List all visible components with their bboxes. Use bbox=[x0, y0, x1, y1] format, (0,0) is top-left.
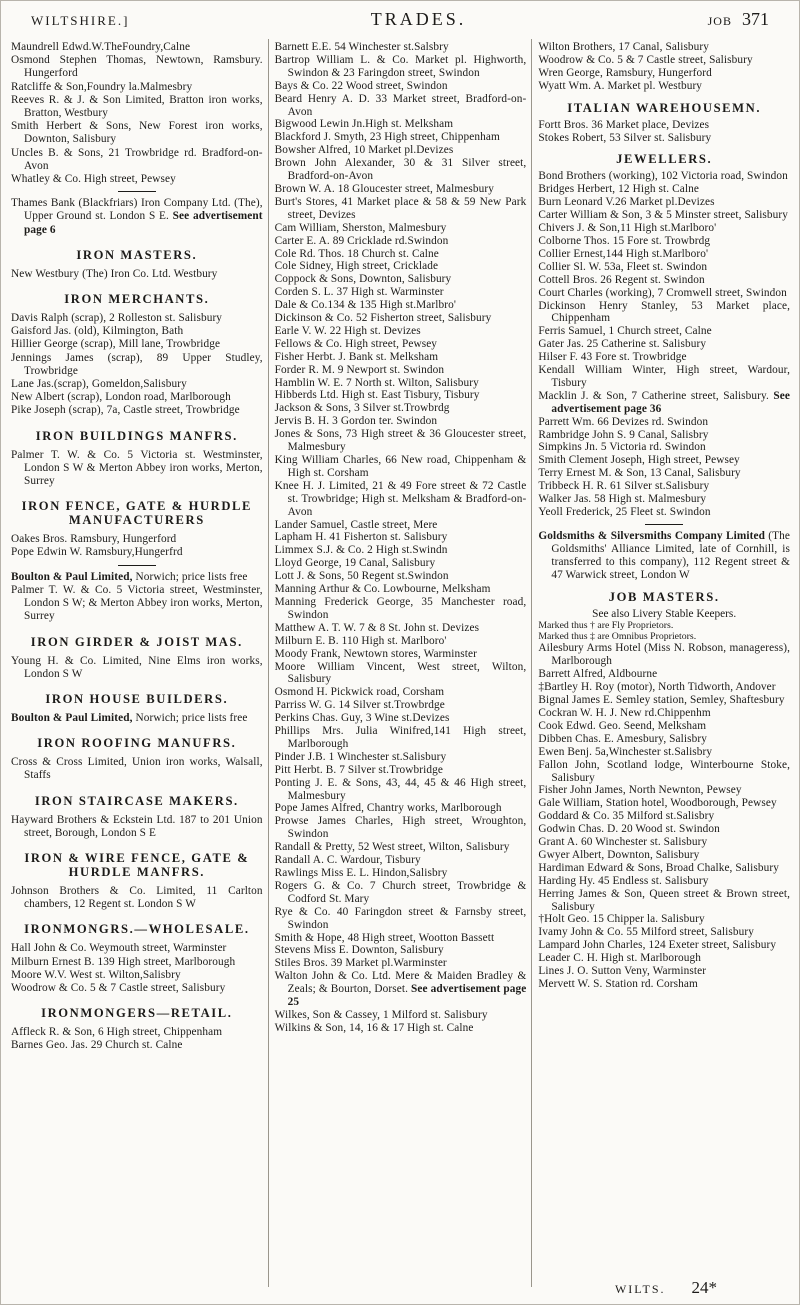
directory-entry: Goldsmiths & Silversmiths Company Limited (The Goldsmiths' Alliance Limited, late of Cornhill, is transferred to this company), 112 Regent street & 47 Warwick street, London W bbox=[538, 529, 791, 581]
column-container bbox=[5, 39, 795, 1287]
directory-entry: Oakes Bros. Ramsbury, Hungerford bbox=[11, 533, 177, 546]
directory-entry: Perkins Chas. Guy, 3 Wine st.Devizes bbox=[274, 712, 450, 725]
directory-entry: Manning Frederick George, 35 Manchester road, Swindon bbox=[274, 595, 527, 621]
directory-entry: Randall & Pretty, 52 West street, Wilton, Salisbury bbox=[274, 841, 510, 854]
directory-entry: Lapham H. 41 Fisherton st. Salisbury bbox=[274, 531, 448, 544]
section-heading: IRONMONGRS.—WHOLESALE. bbox=[24, 922, 250, 937]
directory-entry: Woodrow & Co. 5 & 7 Castle street, Salisbury bbox=[11, 981, 226, 994]
section-heading: IRON BUILDINGS MANFRS. bbox=[35, 428, 238, 443]
directory-entry: Uncles B. & Sons, 21 Trowbridge rd. Bradford-on-Avon bbox=[11, 146, 263, 172]
directory-entry: Stiles Bros. 39 Market pl.Warminster bbox=[274, 957, 447, 970]
directory-entry: Gater Jas. 25 Catherine st. Salisbury bbox=[538, 338, 707, 351]
directory-entry: Cottell Bros. 26 Regent st. Swindon bbox=[538, 273, 705, 286]
directory-entry: Burt's Stores, 41 Market place & 58 & 59 New Park street, Devizes bbox=[274, 195, 527, 221]
directory-entry: Bays & Co. 22 Wood street, Swindon bbox=[274, 79, 448, 92]
directory-entry: Coppock & Sons, Downton, Salisbury bbox=[274, 273, 452, 286]
directory-entry: Smith & Hope, 48 High street, Wootton Bassett bbox=[274, 931, 495, 944]
directory-entry: Bowsher Alfred, 10 Market pl.Devizes bbox=[274, 144, 454, 157]
directory-entry: Gale William, Station hotel, Woodborough, Pewsey bbox=[538, 797, 777, 810]
directory-entry: Rambridge John S. 9 Canal, Salisbry bbox=[538, 428, 709, 441]
directory-entry: Carter William & Son, 3 & 5 Minster street, Salisbury bbox=[538, 209, 789, 222]
directory-entry: Wyatt Wm. A. Market pl. Westbury bbox=[538, 79, 703, 92]
section-heading: JOB MASTERS. bbox=[608, 589, 720, 604]
directory-entry: Milburn E. B. 110 High st. Marlboro' bbox=[274, 634, 447, 647]
directory-entry: Pike Joseph (scrap), 7a, Castle street, Trowbridge bbox=[11, 404, 240, 417]
directory-entry: Manning Arthur & Co. Lowbourne, Melksham bbox=[274, 583, 491, 596]
directory-entry: Bridges Herbert, 12 High st. Calne bbox=[538, 183, 699, 196]
directory-entry: Cross & Cross Limited, Union iron works, Walsall, Staffs bbox=[11, 756, 263, 782]
column-1 bbox=[5, 39, 268, 1287]
footnote: Marked thus ‡ are Omnibus Proprietors. bbox=[538, 631, 697, 643]
directory-entry: Earle V. W. 22 High st. Devizes bbox=[274, 324, 421, 337]
directory-entry: Hibberds Ltd. High st. East Tisbury, Tisbury bbox=[274, 389, 480, 402]
directory-entry: Prowse James Charles, High street, Wroughton, Swindon bbox=[274, 815, 527, 841]
directory-entry: Boulton & Paul Limited, Norwich; price lists free bbox=[11, 711, 248, 724]
directory-entry: Herring James & Son, Queen street & Brown street, Salisbury bbox=[538, 887, 791, 913]
directory-entry: Walton John & Co. Ltd. Mere & Maiden Bradley & Zeals; & Bourton, Dorset. See advertisement page 25 bbox=[274, 970, 527, 1009]
directory-entry: Rawlings Miss E. L. Hindon,Salisbry bbox=[274, 867, 448, 879]
directory-entry: Corden S. L. 37 High st. Warminster bbox=[274, 286, 444, 299]
directory-entry: Chivers J. & Son,11 High st.Marlboro' bbox=[538, 222, 717, 235]
directory-entry: Jones & Sons, 73 High street & 36 Gloucester street, Malmesbury bbox=[274, 428, 527, 454]
catchword: JOB bbox=[707, 14, 732, 28]
directory-entry: Smith Herbert & Sons, New Forest iron works, Downton, Salisbury bbox=[11, 120, 263, 146]
directory-entry: Hardiman Edward & Sons, Broad Chalke, Salisbury bbox=[538, 861, 779, 874]
directory-entry: Knee H. J. Limited, 21 & 49 Fore street & 72 Castle st. Trowbridge; High st. Melksham & Bradford-on-Avon bbox=[274, 479, 527, 518]
directory-entry: King William Charles, 66 New road, Chippenham & High st. Corsham bbox=[274, 454, 527, 479]
directory-entry: Palmer T. W. & Co. 5 Victoria st. Westminster, London S W & Merton Abbey iron works, Merton, Surrey bbox=[11, 448, 263, 488]
directory-entry: Wilton Brothers, 17 Canal, Salisbury bbox=[538, 41, 710, 53]
directory-entry: Johnson Brothers & Co. Limited, 11 Carlton chambers, 12 Regent st. London S W bbox=[11, 884, 263, 911]
directory-entry: Macklin J. & Son, 7 Catherine street, Salisbury. See advertisement page 36 bbox=[538, 389, 791, 415]
directory-entry: Ailesbury Arms Hotel (Miss N. Robson, manageress), Marlborough bbox=[538, 642, 791, 668]
directory-entry: Reeves R. & J. & Son Limited, Bratton iron works, Bratton, Westbury bbox=[11, 93, 263, 120]
directory-entry: Cole Sidney, High street, Cricklade bbox=[274, 260, 439, 273]
cross-reference-note: See also Livery Stable Keepers. bbox=[592, 607, 737, 620]
directory-entry: Carter E. A. 89 Cricklade rd.Swindon bbox=[274, 234, 449, 247]
directory-entry: Hall John & Co. Weymouth street, Warminster bbox=[11, 942, 227, 955]
directory-entry: Fortt Bros. 36 Market place, Devizes bbox=[538, 118, 710, 131]
directory-entry: Walker Jas. 58 High st. Malmesbury bbox=[538, 493, 707, 506]
directory-entry: Osmond Stephen Thomas, Newtown, Ramsbury. Hungerford bbox=[11, 54, 263, 80]
directory-entry: Harding Hy. 45 Endless st. Salisbury bbox=[538, 874, 709, 887]
directory-entry: Forder R. M. 9 Newport st. Swindon bbox=[274, 363, 445, 376]
entry-divider bbox=[645, 524, 683, 525]
directory-entry: Moody Frank, Newtown stores, Warminster bbox=[274, 647, 478, 660]
section-heading: IRON MASTERS. bbox=[76, 247, 198, 262]
directory-entry: Jackson & Sons, 3 Silver st.Trowbrdg bbox=[274, 402, 450, 415]
directory-entry: Barnett E.E. 54 Winchester st.Salsbry bbox=[274, 41, 449, 53]
directory-entry: Jervis B. H. 3 Gordon ter. Swindon bbox=[274, 415, 438, 428]
entry-divider bbox=[118, 565, 156, 566]
page-footer bbox=[541, 1278, 791, 1298]
directory-entry: Bignal James E. Semley station, Semley, Shaftesbury bbox=[538, 694, 785, 707]
directory-entry: Beard Henry A. D. 33 Market street, Bradford-on-Avon bbox=[274, 92, 527, 118]
directory-entry: Rye & Co. 40 Faringdon street & Farnsby street, Swindon bbox=[274, 905, 527, 931]
directory-entry: Moore W.V. West st. Wilton,Salisbry bbox=[11, 968, 181, 981]
directory-entry: Leader C. H. High st. Marlborough bbox=[538, 952, 702, 965]
page-header bbox=[5, 7, 795, 37]
directory-entry: Bartrop William L. & Co. Market pl. Highworth, Swindon & 23 Faringdon street, Swindon bbox=[274, 53, 527, 79]
section-heading: IRON & WIRE FENCE, GATE & HURDLE MANFRS. bbox=[24, 850, 250, 879]
directory-entry: Lloyd George, 19 Canal, Salisbury bbox=[274, 557, 436, 570]
directory-entry: Collier Sl. W. 53a, Fleet st. Swindon bbox=[538, 260, 708, 273]
directory-entry: Cole Rd. Thos. 18 Church st. Calne bbox=[274, 247, 439, 260]
directory-entry: Ponting J. E. & Sons, 43, 44, 45 & 46 High street, Malmesbury bbox=[274, 776, 527, 802]
directory-entry: Godwin Chas. D. 20 Wood st. Swindon bbox=[538, 823, 720, 836]
directory-entry: Goddard & Co. 35 Milford st.Salisbry bbox=[538, 810, 715, 823]
footer-county: WILTS. bbox=[614, 1282, 666, 1296]
directory-entry: Jennings James (scrap), 89 Upper Studley, Trowbridge bbox=[11, 351, 263, 377]
directory-entry: Bond Brothers (working), 102 Victoria road, Swindon bbox=[538, 170, 788, 183]
section-heading: IRON STAIRCASE MAKERS. bbox=[34, 793, 239, 808]
footnote: Marked thus † are Fly Proprietors. bbox=[538, 620, 674, 632]
entry-divider bbox=[118, 191, 156, 192]
directory-entry: Pinder J.B. 1 Winchester st.Salisbury bbox=[274, 750, 447, 763]
directory-entry: Hilser F. 43 Fore st. Trowbridge bbox=[538, 351, 687, 364]
directory-entry: Dibben Chas. E. Amesbury, Salisbry bbox=[538, 732, 707, 745]
directory-entry: Pope James Alfred, Chantry works, Marlborough bbox=[274, 802, 502, 815]
directory-entry: Blackford J. Smyth, 23 High street, Chippenham bbox=[274, 131, 500, 144]
column-3 bbox=[531, 39, 795, 1287]
directory-entry: Ewen Benj. 5a,Winchester st.Salisbry bbox=[538, 745, 713, 758]
directory-entry: Young H. & Co. Limited, Nine Elms iron works, London S W bbox=[11, 654, 263, 680]
section-heading: JEWELLERS. bbox=[616, 152, 713, 167]
directory-entry: Barnes Geo. Jas. 29 Church st. Calne bbox=[11, 1039, 183, 1052]
directory-entry: Woodrow & Co. 5 & 7 Castle street, Salisbury bbox=[538, 53, 753, 66]
directory-entry: Hayward Brothers & Eckstein Ltd. 187 to 201 Union street, Borough, London S E bbox=[11, 813, 263, 839]
section-heading: IRON MERCHANTS. bbox=[64, 292, 210, 307]
directory-entry: Grant A. 60 Winchester st. Salisbury bbox=[538, 836, 708, 849]
directory-entry: Lampard John Charles, 124 Exeter street, Salisbury bbox=[538, 939, 777, 952]
directory-entry: Collier Ernest,144 High st.Marlboro' bbox=[538, 247, 709, 260]
directory-entry: Boulton & Paul Limited, Norwich; price lists free bbox=[11, 570, 248, 583]
directory-entry: New Westbury (The) Iron Co. Ltd. Westbury bbox=[11, 267, 218, 280]
directory-entry: New Albert (scrap), London road, Marlborough bbox=[11, 391, 231, 404]
directory-entry: Fisher John James, North Newnton, Pewsey bbox=[538, 784, 742, 797]
directory-entry: Moore William Vincent, West street, Wilton, Salisbury bbox=[274, 660, 527, 686]
directory-entry: Wilkes, Son & Cassey, 1 Milford st. Salisbury bbox=[274, 1008, 488, 1021]
directory-entry: Whatley & Co. High street, Pewsey bbox=[11, 173, 176, 186]
directory-entry: Simpkins Jn. 5 Victoria rd. Swindon bbox=[538, 441, 706, 454]
page-number: 371 bbox=[741, 9, 769, 29]
page-title: TRADES. bbox=[370, 9, 467, 29]
directory-entry: Parrett Wm. 66 Devizes rd. Swindon bbox=[538, 415, 709, 428]
directory-entry: Milburn Ernest B. 139 High street, Marlborough bbox=[11, 955, 236, 968]
directory-entry: Thames Bank (Blackfriars) Iron Company Ltd. (The), Upper Ground st. London S E. See advertisement page 6 bbox=[11, 197, 263, 236]
directory-entry: Kendall William Winter, High street, Wardour, Tisbury bbox=[538, 364, 791, 389]
section-heading: IRONMONGERS—RETAIL. bbox=[41, 1006, 233, 1021]
directory-entry: Cockran W. H. J. New rd.Chippenhm bbox=[538, 706, 711, 719]
directory-entry: Barrett Alfred, Aldbourne bbox=[538, 668, 658, 681]
section-heading: IRON GIRDER & JOIST MAS. bbox=[30, 634, 243, 649]
directory-entry: Brown W. A. 18 Gloucester street, Malmesbury bbox=[274, 182, 494, 195]
directory-entry: Affleck R. & Son, 6 High street, Chippenham bbox=[11, 1026, 223, 1039]
directory-entry: Ferris Samuel, 1 Church street, Calne bbox=[538, 325, 712, 338]
directory-entry: Bigwood Lewin Jn.High st. Melksham bbox=[274, 118, 454, 131]
directory-entry: Lane Jas.(scrap), Gomeldon,Salisbury bbox=[11, 378, 187, 391]
directory-entry: Stevens Miss E. Downton, Salisbury bbox=[274, 944, 444, 957]
directory-entry: Lander Samuel, Castle street, Mere bbox=[274, 518, 438, 531]
directory-entry: Fellows & Co. High street, Pewsey bbox=[274, 337, 438, 350]
directory-entry: Pitt Herbt. B. 7 Silver st.Trowbridge bbox=[274, 763, 444, 776]
directory-entry: Fallon John, Scotland lodge, Winterbourne Stoke, Salisbury bbox=[538, 758, 791, 784]
section-heading: IRON FENCE, GATE & HURDLE MANUFACTURERS bbox=[21, 499, 253, 528]
county-header: WILTSHIRE.] bbox=[31, 13, 130, 28]
directory-entry: Mervett W. S. Station rd. Corsham bbox=[538, 978, 698, 990]
directory-entry: Terry Ernest M. & Son, 13 Canal, Salisbury bbox=[538, 467, 741, 480]
directory-entry: Wilkins & Son, 14, 16 & 17 High st. Calne bbox=[274, 1021, 474, 1034]
directory-entry: Lines J. O. Sutton Veny, Warminster bbox=[538, 965, 707, 978]
directory-entry: Stokes Robert, 53 Silver st. Salisbury bbox=[538, 131, 712, 144]
directory-entry: Dale & Co.134 & 135 High st.Marlbro' bbox=[274, 299, 457, 312]
directory-entry: Ivamy John & Co. 55 Milford street, Salisbury bbox=[538, 926, 755, 939]
directory-entry: Smith Clement Joseph, High street, Pewsey bbox=[538, 454, 740, 467]
directory-entry: Gaisford Jas. (old), Kilmington, Bath bbox=[11, 325, 184, 338]
directory-entry: Gwyer Albert, Downton, Salisbury bbox=[538, 848, 700, 861]
directory-entry: Cam William, Sherston, Malmesbury bbox=[274, 221, 447, 234]
directory-entry: Osmond H. Pickwick road, Corsham bbox=[274, 686, 445, 699]
directory-entry: ‡Bartley H. Roy (motor), North Tidworth, Andover bbox=[538, 681, 776, 694]
directory-entry: Cook Edwd. Geo. Seend, Melksham bbox=[538, 719, 707, 732]
directory-entry: Hamblin W. E. 7 North st. Wilton, Salisbury bbox=[274, 376, 479, 389]
directory-entry: †Holt Geo. 15 Chipper la. Salisbury bbox=[538, 913, 705, 926]
directory-entry: Dickinson & Co. 52 Fisherton street, Salisbury bbox=[274, 312, 492, 325]
column-2 bbox=[268, 39, 532, 1287]
directory-entry: Limmex S.J. & Co. 2 High st.Swindn bbox=[274, 544, 448, 557]
section-heading: ITALIAN WAREHOUSEMN. bbox=[567, 100, 762, 115]
directory-entry: Phillips Mrs. Julia Winifred,141 High street, Marlborough bbox=[274, 725, 527, 750]
directory-entry: Hillier George (scrap), Mill lane, Trowbridge bbox=[11, 338, 221, 351]
directory-entry: Randall A. C. Wardour, Tisbury bbox=[274, 854, 421, 867]
directory-entry: Parriss W. G. 14 Silver st.Trowbrdge bbox=[274, 699, 445, 712]
directory-entry: Pope Edwin W. Ramsbury,Hungerfrd bbox=[11, 546, 183, 559]
catchword-and-page bbox=[708, 9, 769, 30]
directory-entry: Ratcliffe & Son,Foundry la.Malmesbry bbox=[11, 80, 193, 93]
directory-entry: Dickinson Henry Stanley, 53 Market place, Chippenham bbox=[538, 299, 791, 325]
directory-entry: Tribbeck H. R. 61 Silver st.Salisbury bbox=[538, 480, 710, 493]
directory-entry: Brown John Alexander, 30 & 31 Silver street, Bradford-on-Avon bbox=[274, 157, 527, 183]
footer-signature-mark: 24* bbox=[691, 1278, 718, 1297]
directory-entry: Palmer T. W. & Co. 5 Victoria street, Westminster, London S W; & Merton Abbey iron works, Merton, Surrey bbox=[11, 583, 263, 623]
directory-entry: Wren George, Ramsbury, Hungerford bbox=[538, 66, 712, 79]
directory-entry: Matthew A. T. W. 7 & 8 St. John st. Devizes bbox=[274, 621, 480, 634]
directory-entry: Maundrell Edwd.W.TheFoundry,Calne bbox=[11, 41, 191, 53]
directory-entry: Rogers G. & Co. 7 Church street, Trowbridge & Codford St. Mary bbox=[274, 879, 527, 905]
directory-entry: Fisher Herbt. J. Bank st. Melksham bbox=[274, 350, 439, 363]
section-heading: IRON ROOFING MANUFRS. bbox=[37, 736, 237, 751]
directory-entry: Court Charles (working), 7 Cromwell street, Swindon bbox=[538, 286, 787, 299]
section-heading: IRON HOUSE BUILDERS. bbox=[45, 691, 229, 706]
directory-entry: Yeoll Frederick, 25 Fleet st. Swindon bbox=[538, 506, 711, 518]
directory-entry: Burn Leonard V.26 Market pl.Devizes bbox=[538, 196, 715, 209]
directory-entry: Colborne Thos. 15 Fore st. Trowbrdg bbox=[538, 234, 711, 247]
directory-entry: Lott J. & Sons, 50 Regent st.Swindon bbox=[274, 570, 449, 583]
directory-entry: Davis Ralph (scrap), 2 Rolleston st. Salisbury bbox=[11, 312, 223, 325]
